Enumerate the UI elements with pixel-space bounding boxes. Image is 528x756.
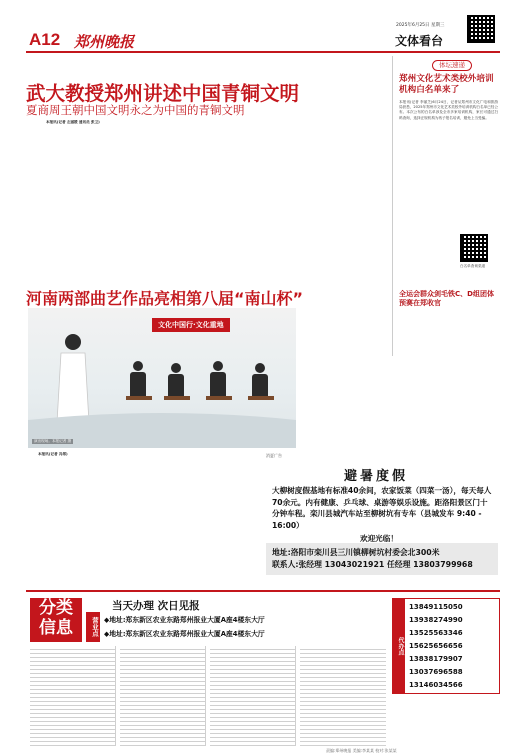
agent-phone: 15625656656 (409, 642, 463, 650)
listing-col-3 (210, 646, 296, 746)
sidebar-divider (392, 56, 393, 356)
agent-label: 代办点 (393, 599, 405, 693)
listing-col-2 (120, 646, 206, 746)
agent-phone: 13037696588 (409, 668, 463, 676)
sidebar-body: 本报讯(记者 李丽芝)6月24日，记者从郑州市文化广电和旅游局获悉，2025年郑州市文化艺术类校外培训机构白名单已经公布。本次公布的白名单涉及全市多家培训机构，家长可通过扫码查询，选择正规机构为孩子报名培训，避免上当受骗。 (399, 100, 498, 120)
sidebar-headline: 郑州文化艺术类校外培训机构白名单来了 (399, 74, 494, 95)
classifieds-tag: 分类 信息 (30, 598, 82, 642)
classifieds (26, 590, 500, 756)
issue-date: 2025年6月25日 星期三 (396, 23, 445, 28)
office-address-1: ◆地址:郑东新区农业东路郑州报业大厦A座4楼东大厅 (104, 616, 265, 624)
lead-story (26, 58, 384, 258)
ad-address: 地址:洛阳市栾川县三川镇柳树坑村委会北300米 (272, 548, 440, 557)
office-address-2: ◆地址:郑东新区农业东路郑州报业大厦A座4楼东大厅 (104, 630, 265, 638)
paper-name: 郑州晚报 (74, 33, 135, 51)
sidebar (392, 56, 500, 356)
feature-story (26, 268, 386, 448)
lead-body (26, 120, 384, 236)
feature-byline: 本报讯(记者 冯翠) (38, 452, 68, 456)
story2-headline: 全运会群众剑毛铁C、D组团体预赛在郑收官 (399, 290, 494, 307)
ad-body: 大柳树度假基地有标准40余间，农家饭菜（四菜一汤），每天每人70余元。内有健康、乒乓球、桌游等娱乐设施。距洛阳景区门十分钟车程。栾川县城汽车站至柳树坑有专车（县城发车 9:40 - 16:00） (272, 486, 492, 530)
ad-contact-box (266, 543, 498, 575)
ad-contact: 联系人:张经理 13043021921 任经理 13803799968 (272, 560, 473, 569)
performers-illustration (28, 308, 296, 448)
feature-headline: 河南两部曲艺作品亮相第八届“南山杯” (26, 289, 304, 308)
page-number: A12 (29, 30, 61, 49)
page-footer: 责编:郑州晚报 美编:李某某 校对:张某某 (326, 748, 397, 753)
lead-byline: 本报讯(记者 左丽媛 通讯员 张卫) (46, 120, 100, 124)
agent-phone: 13146034566 (409, 681, 463, 689)
photo-caption: 演出现场。本报记者 摄 (34, 439, 72, 443)
agent-phone: 13849115050 (409, 603, 463, 611)
masthead-qr-code (467, 15, 495, 43)
agent-phone: 13838179907 (409, 655, 463, 663)
lead-column-1 (26, 126, 114, 234)
lead-column-3 (210, 120, 294, 234)
ad-title: 避暑度假 (344, 469, 409, 484)
listing-grid (26, 646, 386, 746)
feature-column-1 (26, 458, 138, 536)
agent-phones (409, 601, 499, 692)
agent-phone: 13938274990 (409, 616, 463, 624)
lead-headline: 武大教授郑州讲述中国青铜文明 (26, 82, 300, 105)
listing-col-4 (300, 646, 386, 746)
classifieds-slogan: 当天办理 次日见报 (112, 600, 200, 612)
masthead (0, 0, 528, 52)
lead-column-4 (298, 120, 384, 234)
lead-column-2 (118, 120, 206, 234)
office-label: 营业点 (86, 612, 100, 642)
classifieds-rule (26, 590, 500, 592)
sidebar-tag: 体坛速递 (432, 60, 472, 71)
ad-welcome: 欢迎光临！ (360, 534, 398, 543)
sidebar-qr-code (460, 234, 488, 262)
story2-body (399, 312, 498, 356)
agent-block (392, 598, 500, 694)
feature-body (26, 452, 258, 536)
agent-phone: 13525563346 (409, 629, 463, 637)
ad-tag: 消夏广告 (266, 453, 282, 458)
photo-banner: 文化中国行·文化重地 (152, 318, 230, 332)
stage-photo (28, 308, 296, 448)
lead-subhead: 夏商周王朝中国文明永之为中国的青铜文明 (26, 103, 245, 117)
resort-ad (264, 453, 500, 583)
masthead-rule (26, 51, 500, 53)
section-title: 文体看台 (395, 34, 444, 48)
sidebar-qr-caption: 白名单查询渠道 (460, 264, 486, 268)
listing-col-1 (30, 646, 116, 746)
feature-body-right (302, 308, 386, 448)
feature-column-2 (142, 452, 258, 536)
